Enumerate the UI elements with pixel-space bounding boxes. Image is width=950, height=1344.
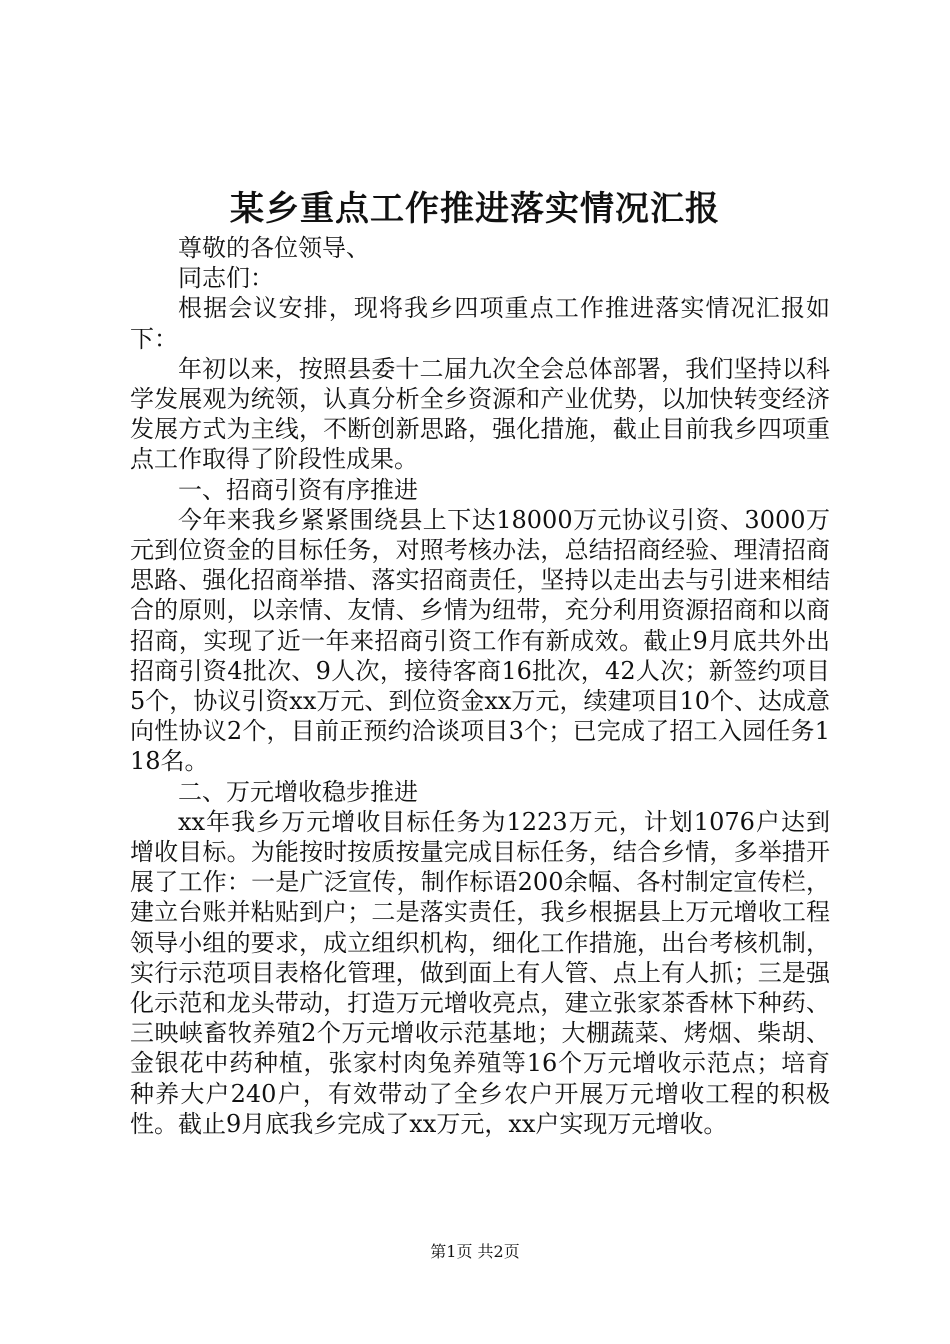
overview-paragraph: 年初以来，按照县委十二届九次全会总体部署，我们坚持以科学发展观为统领，认真分析全乡资源和产业优势，以加快转变经济发展方式为主线，不断创新思路，强化措施，截止目前我乡四项重点工作取得了阶段性成果。: [130, 354, 830, 474]
salutation-line-2: 同志们：: [178, 264, 274, 293]
section-heading-2: 二、万元增收稳步推进: [178, 777, 418, 806]
page-footer: 第1页 共2页: [430, 1242, 520, 1261]
document-body: [130, 233, 830, 1139]
intro-paragraph: 根据会议安排，现将我乡四项重点工作推进落实情况汇报如下：: [130, 294, 830, 353]
salutation-line-1: 尊敬的各位领导、: [178, 234, 370, 262]
section-heading-1: 一、招商引资有序推进: [178, 475, 418, 504]
document-title: 某乡重点工作推进落实情况汇报: [230, 189, 720, 229]
section-1-paragraph: 今年来我乡紧紧围绕县上下达18000万元协议引资、3000万元到位资金的目标任务，对照考核办法，总结招商经验、理清招商思路、强化招商举措、落实招商责任，坚持以走出去与引进来相结合的原则，以亲情、友情、乡情为纽带，充分利用资源招商和以商招商，实现了近一年来招商引资工作有新成效。截止9月底共外出招商引资4批次、9人次，接待客商16批次，42人次；新签约项目5个，协议引资xx万元、到位资金xx万元，续建项目10个、达成意向性协议2个，目前正预约洽谈项目3个；已完成了招工入园任务118名。: [130, 505, 830, 776]
section-2-paragraph: xx年我乡万元增收目标任务为1223万元，计划1076户达到增收目标。为能按时按质按量完成目标任务，结合乡情，多举措开展了工作：一是广泛宣传，制作标语200余幅、各村制定宣传栏，建立台账并粘贴到户；二是落实责任，我乡根据县上万元增收工程领导小组的要求，成立组织机构，细化工作措施，出台考核机制，实行示范项目表格化管理，做到面上有人管、点上有人抓；三是强化示范和龙头带动，打造万元增收亮点，建立张家茶香林下种药、三映峡畜牧养殖2个万元增收示范基地；大棚蔬菜、烤烟、柴胡、金银花中药种植，张家村肉兔养殖等16个万元增收示范点；培育种养大户240户，有效带动了全乡农户开展万元增收工程的积极性。截止9月底我乡完成了xx万元，xx户实现万元增收。: [130, 807, 830, 1138]
